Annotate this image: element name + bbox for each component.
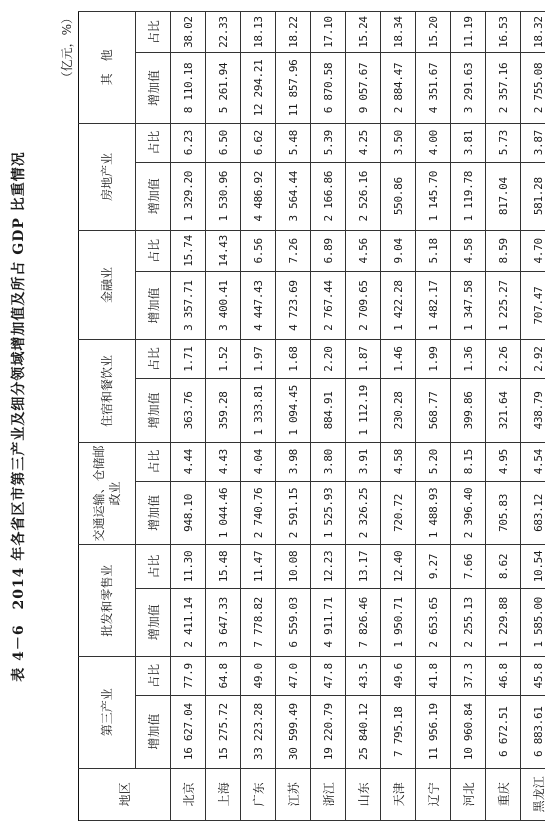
share-cell: 15.74	[171, 230, 206, 271]
value-cell: 1 044.46	[206, 481, 241, 545]
share-cell: 4.00	[416, 123, 451, 162]
share-cell: 4.54	[521, 442, 545, 481]
header-group: 第三产业	[79, 656, 136, 768]
table-row	[381, 12, 416, 821]
share-cell: 1.68	[276, 340, 311, 379]
share-cell: 9.04	[381, 230, 416, 271]
region-cell: 黑龙江	[521, 768, 545, 820]
header-region: 地区	[79, 768, 171, 820]
share-cell: 8.15	[451, 442, 486, 481]
subheader-share: 占比	[136, 656, 171, 695]
share-cell: 1.97	[241, 340, 276, 379]
region-cell: 北京	[171, 768, 206, 820]
value-cell: 2 884.47	[381, 53, 416, 124]
share-cell: 6.89	[311, 230, 346, 271]
header-group: 住宿和餐饮业	[79, 340, 136, 443]
value-cell: 884.91	[311, 378, 346, 442]
value-cell: 359.28	[206, 378, 241, 442]
share-cell: 18.32	[521, 12, 545, 53]
table-row	[241, 12, 276, 821]
value-cell: 438.79	[521, 378, 545, 442]
value-cell: 2 591.15	[276, 481, 311, 545]
value-cell: 1 530.96	[206, 162, 241, 230]
table-row	[451, 12, 486, 821]
subheader-value: 增加值	[136, 588, 171, 656]
subheader-share: 占比	[136, 442, 171, 481]
value-cell: 10 960.84	[451, 695, 486, 768]
share-cell: 3.98	[276, 442, 311, 481]
share-cell: 5.48	[276, 123, 311, 162]
header-group: 金融业	[79, 230, 136, 339]
header-row-subcolumns	[136, 12, 171, 821]
value-cell: 4 723.69	[276, 271, 311, 339]
value-cell: 6 559.03	[276, 588, 311, 656]
value-cell: 2 396.40	[451, 481, 486, 545]
value-cell: 16 627.04	[171, 695, 206, 768]
value-cell: 2 755.08	[521, 53, 545, 124]
value-cell: 2 357.16	[486, 53, 521, 124]
subheader-value: 增加值	[136, 378, 171, 442]
share-cell: 15.24	[346, 12, 381, 53]
value-cell: 1 482.17	[416, 271, 451, 339]
share-cell: 6.62	[241, 123, 276, 162]
region-cell: 重庆	[486, 768, 521, 820]
share-cell: 2.20	[311, 340, 346, 379]
share-cell: 41.8	[416, 656, 451, 695]
share-cell: 5.73	[486, 123, 521, 162]
value-cell: 707.47	[521, 271, 545, 339]
table-row	[416, 12, 451, 821]
share-cell: 4.25	[346, 123, 381, 162]
header-group: 批发和零售业	[79, 545, 136, 657]
value-cell: 4 911.71	[311, 588, 346, 656]
value-cell: 581.28	[521, 162, 545, 230]
share-cell: 43.5	[346, 656, 381, 695]
share-cell: 12.40	[381, 545, 416, 588]
region-cell: 天津	[381, 768, 416, 820]
share-cell: 64.8	[206, 656, 241, 695]
value-cell: 568.77	[416, 378, 451, 442]
value-cell: 30 599.49	[276, 695, 311, 768]
value-cell: 2 526.16	[346, 162, 381, 230]
table-row	[276, 12, 311, 821]
value-cell: 11 857.96	[276, 53, 311, 124]
share-cell: 9.27	[416, 545, 451, 588]
value-cell: 817.04	[486, 162, 521, 230]
share-cell: 11.30	[171, 545, 206, 588]
share-cell: 7.66	[451, 545, 486, 588]
subheader-value: 增加值	[136, 162, 171, 230]
value-cell: 3 291.63	[451, 53, 486, 124]
value-cell: 5 261.94	[206, 53, 241, 124]
share-cell: 22.33	[206, 12, 241, 53]
share-cell: 3.81	[451, 123, 486, 162]
value-cell: 720.72	[381, 481, 416, 545]
header-group: 房地产业	[79, 123, 136, 230]
share-cell: 8.59	[486, 230, 521, 271]
share-cell: 10.54	[521, 545, 545, 588]
table-title: 表 4－6 2014 年各省区市第三产业及细分领域增加值及所占 GDP 比重情况	[11, 151, 27, 682]
table-row	[521, 12, 545, 821]
share-cell: 1.99	[416, 340, 451, 379]
share-cell: 45.8	[521, 656, 545, 695]
value-cell: 33 223.28	[241, 695, 276, 768]
share-cell: 49.0	[241, 656, 276, 695]
subheader-share: 占比	[136, 230, 171, 271]
share-cell: 6.50	[206, 123, 241, 162]
table-row	[171, 12, 206, 821]
value-cell: 1 225.27	[486, 271, 521, 339]
data-table	[78, 11, 545, 821]
share-cell: 49.6	[381, 656, 416, 695]
share-cell: 4.43	[206, 442, 241, 481]
value-cell: 11 956.19	[416, 695, 451, 768]
share-cell: 1.46	[381, 340, 416, 379]
value-cell: 1 112.19	[346, 378, 381, 442]
value-cell: 19 220.79	[311, 695, 346, 768]
value-cell: 6 870.58	[311, 53, 346, 124]
value-cell: 4 351.67	[416, 53, 451, 124]
value-cell: 1 525.93	[311, 481, 346, 545]
table-row	[486, 12, 521, 821]
value-cell: 6 672.51	[486, 695, 521, 768]
value-cell: 948.10	[171, 481, 206, 545]
share-cell: 4.70	[521, 230, 545, 271]
value-cell: 6 883.61	[521, 695, 545, 768]
share-cell: 47.8	[311, 656, 346, 695]
value-cell: 8 110.18	[171, 53, 206, 124]
share-cell: 11.19	[451, 12, 486, 53]
value-cell: 2 653.65	[416, 588, 451, 656]
subheader-share: 占比	[136, 12, 171, 53]
share-cell: 10.08	[276, 545, 311, 588]
value-cell: 7 795.18	[381, 695, 416, 768]
share-cell: 13.17	[346, 545, 381, 588]
value-cell: 1 488.93	[416, 481, 451, 545]
value-cell: 1 329.20	[171, 162, 206, 230]
share-cell: 14.43	[206, 230, 241, 271]
share-cell: 1.87	[346, 340, 381, 379]
share-cell: 12.23	[311, 545, 346, 588]
value-cell: 1 094.45	[276, 378, 311, 442]
value-cell: 12 294.21	[241, 53, 276, 124]
value-cell: 2 326.25	[346, 481, 381, 545]
region-cell: 河北	[451, 768, 486, 820]
share-cell: 16.53	[486, 12, 521, 53]
share-cell: 18.34	[381, 12, 416, 53]
subheader-share: 占比	[136, 123, 171, 162]
share-cell: 1.52	[206, 340, 241, 379]
value-cell: 550.86	[381, 162, 416, 230]
value-cell: 2 166.86	[311, 162, 346, 230]
value-cell: 25 840.12	[346, 695, 381, 768]
unit-label: （亿元，%）	[60, 12, 74, 84]
share-cell: 5.18	[416, 230, 451, 271]
subheader-value: 增加值	[136, 53, 171, 124]
value-cell: 1 229.88	[486, 588, 521, 656]
share-cell: 18.13	[241, 12, 276, 53]
share-cell: 18.22	[276, 12, 311, 53]
share-cell: 5.39	[311, 123, 346, 162]
value-cell: 1 950.71	[381, 588, 416, 656]
region-cell: 江苏	[276, 768, 311, 820]
value-cell: 7 826.46	[346, 588, 381, 656]
share-cell: 77.9	[171, 656, 206, 695]
value-cell: 3 400.41	[206, 271, 241, 339]
value-cell: 2 411.14	[171, 588, 206, 656]
share-cell: 17.10	[311, 12, 346, 53]
value-cell: 2 740.76	[241, 481, 276, 545]
share-cell: 7.26	[276, 230, 311, 271]
share-cell: 4.04	[241, 442, 276, 481]
share-cell: 4.44	[171, 442, 206, 481]
subheader-value: 增加值	[136, 271, 171, 339]
share-cell: 6.23	[171, 123, 206, 162]
share-cell: 8.62	[486, 545, 521, 588]
value-cell: 1 422.28	[381, 271, 416, 339]
value-cell: 4 447.43	[241, 271, 276, 339]
share-cell: 15.20	[416, 12, 451, 53]
share-cell: 1.71	[171, 340, 206, 379]
value-cell: 1 585.00	[521, 588, 545, 656]
value-cell: 3 564.44	[276, 162, 311, 230]
region-cell: 山东	[346, 768, 381, 820]
share-cell: 37.3	[451, 656, 486, 695]
value-cell: 3 647.33	[206, 588, 241, 656]
share-cell: 15.48	[206, 545, 241, 588]
share-cell: 3.80	[311, 442, 346, 481]
value-cell: 1 347.58	[451, 271, 486, 339]
share-cell: 47.0	[276, 656, 311, 695]
share-cell: 2.26	[486, 340, 521, 379]
value-cell: 15 275.72	[206, 695, 241, 768]
table-body	[171, 12, 545, 821]
table-row	[311, 12, 346, 821]
value-cell: 2 709.65	[346, 271, 381, 339]
table-row	[346, 12, 381, 821]
value-cell: 399.86	[451, 378, 486, 442]
share-cell: 1.36	[451, 340, 486, 379]
subheader-value: 增加值	[136, 481, 171, 545]
value-cell: 1 145.70	[416, 162, 451, 230]
value-cell: 2 767.44	[311, 271, 346, 339]
header-row-groups	[79, 12, 136, 821]
share-cell: 6.56	[241, 230, 276, 271]
region-cell: 辽宁	[416, 768, 451, 820]
value-cell: 321.64	[486, 378, 521, 442]
share-cell: 3.50	[381, 123, 416, 162]
value-cell: 4 486.92	[241, 162, 276, 230]
share-cell: 4.58	[451, 230, 486, 271]
share-cell: 11.47	[241, 545, 276, 588]
share-cell: 4.56	[346, 230, 381, 271]
value-cell: 705.83	[486, 481, 521, 545]
region-cell: 广东	[241, 768, 276, 820]
share-cell: 3.91	[346, 442, 381, 481]
share-cell: 5.20	[416, 442, 451, 481]
share-cell: 46.8	[486, 656, 521, 695]
share-cell: 38.02	[171, 12, 206, 53]
subheader-share: 占比	[136, 545, 171, 588]
header-group: 交通运输、仓储邮政业	[79, 442, 136, 545]
value-cell: 230.28	[381, 378, 416, 442]
value-cell: 1 119.78	[451, 162, 486, 230]
subheader-value: 增加值	[136, 695, 171, 768]
share-cell: 2.92	[521, 340, 545, 379]
value-cell: 9 057.67	[346, 53, 381, 124]
region-cell: 上海	[206, 768, 241, 820]
table-row	[206, 12, 241, 821]
value-cell: 683.12	[521, 481, 545, 545]
value-cell: 3 357.71	[171, 271, 206, 339]
share-cell: 3.87	[521, 123, 545, 162]
header-group: 其 他	[79, 12, 136, 124]
value-cell: 1 333.81	[241, 378, 276, 442]
share-cell: 4.58	[381, 442, 416, 481]
value-cell: 363.76	[171, 378, 206, 442]
value-cell: 7 778.82	[241, 588, 276, 656]
subheader-share: 占比	[136, 340, 171, 379]
share-cell: 4.95	[486, 442, 521, 481]
region-cell: 浙江	[311, 768, 346, 820]
value-cell: 2 255.13	[451, 588, 486, 656]
